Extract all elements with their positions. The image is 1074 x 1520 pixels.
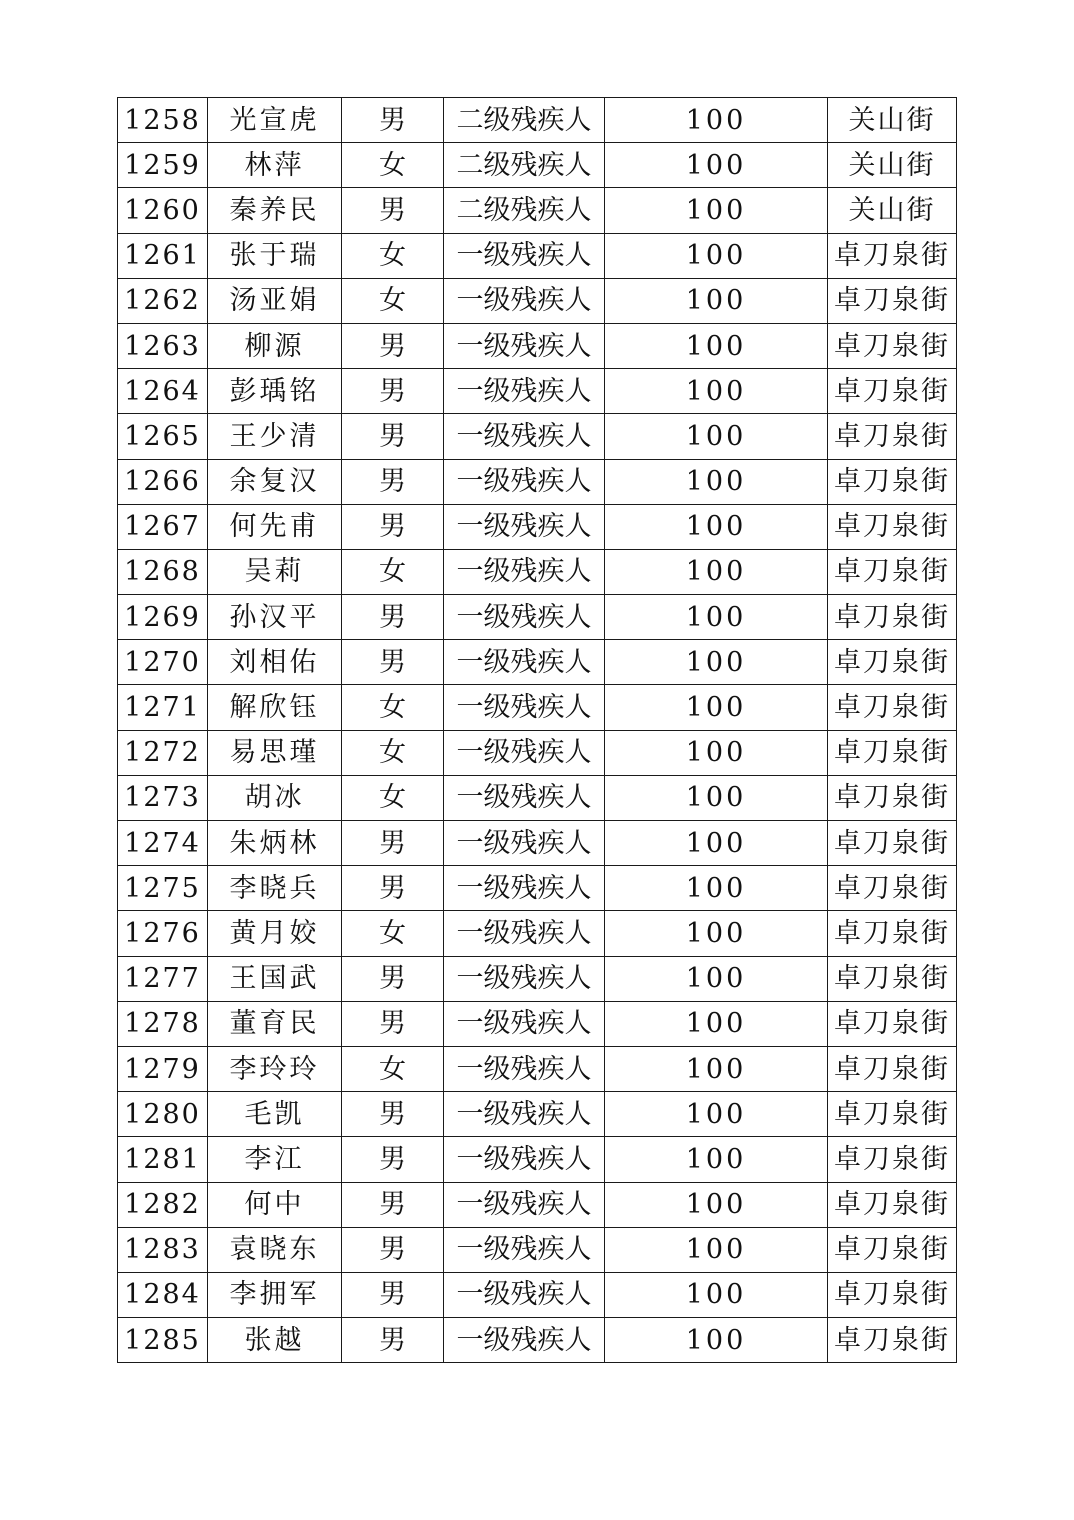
table-row [118, 369, 957, 414]
street-cell: 卓刀泉街 [828, 369, 957, 414]
disability-level-cell: 一级残疾人 [444, 730, 605, 775]
amount-cell: 100 [605, 1272, 828, 1317]
table-row [118, 866, 957, 911]
gender-cell: 男 [342, 1137, 444, 1182]
serial-number-cell: 1263 [118, 323, 208, 368]
gender-cell: 男 [342, 188, 444, 233]
gender-cell: 男 [342, 1318, 444, 1363]
table-row [118, 1137, 957, 1182]
gender-cell: 男 [342, 1001, 444, 1046]
name-cell: 黄月姣 [208, 911, 342, 956]
disability-level-cell: 一级残疾人 [444, 1318, 605, 1363]
table-row [118, 504, 957, 549]
disability-level-cell: 一级残疾人 [444, 1046, 605, 1091]
street-cell: 卓刀泉街 [828, 1001, 957, 1046]
amount-cell: 100 [605, 323, 828, 368]
street-cell: 卓刀泉街 [828, 1137, 957, 1182]
name-cell: 袁晓东 [208, 1227, 342, 1272]
gender-cell: 女 [342, 1046, 444, 1091]
table-row [118, 414, 957, 459]
gender-cell: 男 [342, 956, 444, 1001]
street-cell: 卓刀泉街 [828, 730, 957, 775]
amount-cell: 100 [605, 1001, 828, 1046]
disability-level-cell: 一级残疾人 [444, 369, 605, 414]
gender-cell: 女 [342, 549, 444, 594]
gender-cell: 男 [342, 323, 444, 368]
name-cell: 秦养民 [208, 188, 342, 233]
disability-level-cell: 二级残疾人 [444, 98, 605, 143]
serial-number-cell: 1271 [118, 685, 208, 730]
amount-cell: 100 [605, 549, 828, 594]
serial-number-cell: 1265 [118, 414, 208, 459]
name-cell: 彭瑀铭 [208, 369, 342, 414]
gender-cell: 女 [342, 775, 444, 820]
amount-cell: 100 [605, 730, 828, 775]
name-cell: 李拥军 [208, 1272, 342, 1317]
name-cell: 李晓兵 [208, 866, 342, 911]
street-cell: 卓刀泉街 [828, 821, 957, 866]
amount-cell: 100 [605, 911, 828, 956]
disability-level-cell: 一级残疾人 [444, 1001, 605, 1046]
street-cell: 卓刀泉街 [828, 549, 957, 594]
table-row [118, 549, 957, 594]
disability-level-cell: 一级残疾人 [444, 1182, 605, 1227]
street-cell: 关山街 [828, 143, 957, 188]
amount-cell: 100 [605, 278, 828, 323]
street-cell: 卓刀泉街 [828, 775, 957, 820]
table-row [118, 233, 957, 278]
disability-level-cell: 一级残疾人 [444, 278, 605, 323]
amount-cell: 100 [605, 775, 828, 820]
serial-number-cell: 1259 [118, 143, 208, 188]
gender-cell: 男 [342, 369, 444, 414]
street-cell: 卓刀泉街 [828, 1182, 957, 1227]
gender-cell: 女 [342, 278, 444, 323]
disability-level-cell: 二级残疾人 [444, 188, 605, 233]
gender-cell: 女 [342, 730, 444, 775]
street-cell: 卓刀泉街 [828, 1318, 957, 1363]
disability-level-cell: 一级残疾人 [444, 1227, 605, 1272]
street-cell: 卓刀泉街 [828, 504, 957, 549]
name-cell: 董育民 [208, 1001, 342, 1046]
table-row [118, 1227, 957, 1272]
serial-number-cell: 1273 [118, 775, 208, 820]
table-row [118, 1182, 957, 1227]
street-cell: 卓刀泉街 [828, 278, 957, 323]
disability-level-cell: 一级残疾人 [444, 1137, 605, 1182]
table-row [118, 1046, 957, 1091]
amount-cell: 100 [605, 98, 828, 143]
table-row [118, 595, 957, 640]
table-row [118, 98, 957, 143]
amount-cell: 100 [605, 640, 828, 685]
street-cell: 卓刀泉街 [828, 1092, 957, 1137]
serial-number-cell: 1283 [118, 1227, 208, 1272]
serial-number-cell: 1270 [118, 640, 208, 685]
amount-cell: 100 [605, 1046, 828, 1091]
serial-number-cell: 1266 [118, 459, 208, 504]
serial-number-cell: 1272 [118, 730, 208, 775]
table-row [118, 1092, 957, 1137]
table-row [118, 730, 957, 775]
disability-level-cell: 一级残疾人 [444, 685, 605, 730]
disability-level-cell: 一级残疾人 [444, 821, 605, 866]
disability-level-cell: 一级残疾人 [444, 911, 605, 956]
street-cell: 卓刀泉街 [828, 323, 957, 368]
table-row [118, 911, 957, 956]
name-cell: 何中 [208, 1182, 342, 1227]
amount-cell: 100 [605, 459, 828, 504]
gender-cell: 男 [342, 1092, 444, 1137]
table-row [118, 323, 957, 368]
serial-number-cell: 1275 [118, 866, 208, 911]
table-row [118, 278, 957, 323]
street-cell: 卓刀泉街 [828, 595, 957, 640]
disability-level-cell: 一级残疾人 [444, 866, 605, 911]
serial-number-cell: 1261 [118, 233, 208, 278]
amount-cell: 100 [605, 1137, 828, 1182]
gender-cell: 男 [342, 1227, 444, 1272]
amount-cell: 100 [605, 1318, 828, 1363]
serial-number-cell: 1285 [118, 1318, 208, 1363]
disability-level-cell: 一级残疾人 [444, 414, 605, 459]
street-cell: 卓刀泉街 [828, 640, 957, 685]
name-cell: 毛凯 [208, 1092, 342, 1137]
name-cell: 汤亚娟 [208, 278, 342, 323]
amount-cell: 100 [605, 956, 828, 1001]
street-cell: 卓刀泉街 [828, 414, 957, 459]
table-row [118, 459, 957, 504]
amount-cell: 100 [605, 1227, 828, 1272]
serial-number-cell: 1268 [118, 549, 208, 594]
name-cell: 林萍 [208, 143, 342, 188]
disability-level-cell: 一级残疾人 [444, 549, 605, 594]
street-cell: 卓刀泉街 [828, 1272, 957, 1317]
street-cell: 卓刀泉街 [828, 1227, 957, 1272]
serial-number-cell: 1262 [118, 278, 208, 323]
disability-level-cell: 一级残疾人 [444, 595, 605, 640]
gender-cell: 女 [342, 911, 444, 956]
disability-level-cell: 一级残疾人 [444, 775, 605, 820]
name-cell: 朱炳林 [208, 821, 342, 866]
serial-number-cell: 1284 [118, 1272, 208, 1317]
serial-number-cell: 1282 [118, 1182, 208, 1227]
serial-number-cell: 1278 [118, 1001, 208, 1046]
street-cell: 关山街 [828, 188, 957, 233]
disability-level-cell: 二级残疾人 [444, 143, 605, 188]
serial-number-cell: 1274 [118, 821, 208, 866]
name-cell: 孙汉平 [208, 595, 342, 640]
roster-table-body [118, 98, 957, 1363]
gender-cell: 男 [342, 1272, 444, 1317]
name-cell: 李江 [208, 1137, 342, 1182]
name-cell: 余复汉 [208, 459, 342, 504]
serial-number-cell: 1277 [118, 956, 208, 1001]
name-cell: 光宣虎 [208, 98, 342, 143]
table-row [118, 956, 957, 1001]
name-cell: 胡冰 [208, 775, 342, 820]
name-cell: 王少清 [208, 414, 342, 459]
table-row [118, 1001, 957, 1046]
amount-cell: 100 [605, 1092, 828, 1137]
name-cell: 王国武 [208, 956, 342, 1001]
table-row [118, 640, 957, 685]
amount-cell: 100 [605, 143, 828, 188]
name-cell: 张于瑞 [208, 233, 342, 278]
disability-level-cell: 一级残疾人 [444, 640, 605, 685]
disability-level-cell: 一级残疾人 [444, 323, 605, 368]
name-cell: 刘相佑 [208, 640, 342, 685]
street-cell: 卓刀泉街 [828, 1046, 957, 1091]
name-cell: 解欣钰 [208, 685, 342, 730]
serial-number-cell: 1279 [118, 1046, 208, 1091]
name-cell: 何先甫 [208, 504, 342, 549]
amount-cell: 100 [605, 233, 828, 278]
gender-cell: 男 [342, 459, 444, 504]
gender-cell: 男 [342, 866, 444, 911]
name-cell: 易思瑾 [208, 730, 342, 775]
gender-cell: 女 [342, 143, 444, 188]
gender-cell: 男 [342, 414, 444, 459]
serial-number-cell: 1276 [118, 911, 208, 956]
disability-level-cell: 一级残疾人 [444, 504, 605, 549]
amount-cell: 100 [605, 414, 828, 459]
street-cell: 关山街 [828, 98, 957, 143]
serial-number-cell: 1269 [118, 595, 208, 640]
disability-level-cell: 一级残疾人 [444, 956, 605, 1001]
amount-cell: 100 [605, 1182, 828, 1227]
street-cell: 卓刀泉街 [828, 233, 957, 278]
serial-number-cell: 1258 [118, 98, 208, 143]
name-cell: 吴莉 [208, 549, 342, 594]
amount-cell: 100 [605, 685, 828, 730]
roster-table [117, 97, 957, 1363]
name-cell: 张越 [208, 1318, 342, 1363]
table-row [118, 821, 957, 866]
street-cell: 卓刀泉街 [828, 685, 957, 730]
name-cell: 柳源 [208, 323, 342, 368]
table-row [118, 188, 957, 233]
disability-level-cell: 一级残疾人 [444, 1092, 605, 1137]
serial-number-cell: 1267 [118, 504, 208, 549]
street-cell: 卓刀泉街 [828, 459, 957, 504]
gender-cell: 男 [342, 595, 444, 640]
gender-cell: 男 [342, 1182, 444, 1227]
serial-number-cell: 1260 [118, 188, 208, 233]
street-cell: 卓刀泉街 [828, 956, 957, 1001]
gender-cell: 女 [342, 233, 444, 278]
table-row [118, 1318, 957, 1363]
street-cell: 卓刀泉街 [828, 911, 957, 956]
amount-cell: 100 [605, 504, 828, 549]
gender-cell: 男 [342, 821, 444, 866]
amount-cell: 100 [605, 595, 828, 640]
disability-level-cell: 一级残疾人 [444, 1272, 605, 1317]
table-row [118, 775, 957, 820]
gender-cell: 男 [342, 98, 444, 143]
gender-cell: 男 [342, 640, 444, 685]
disability-level-cell: 一级残疾人 [444, 459, 605, 504]
gender-cell: 男 [342, 504, 444, 549]
table-row [118, 1272, 957, 1317]
amount-cell: 100 [605, 188, 828, 233]
name-cell: 李玲玲 [208, 1046, 342, 1091]
serial-number-cell: 1281 [118, 1137, 208, 1182]
street-cell: 卓刀泉街 [828, 866, 957, 911]
amount-cell: 100 [605, 821, 828, 866]
table-row [118, 685, 957, 730]
table-row [118, 143, 957, 188]
gender-cell: 女 [342, 685, 444, 730]
amount-cell: 100 [605, 369, 828, 414]
disability-level-cell: 一级残疾人 [444, 233, 605, 278]
serial-number-cell: 1280 [118, 1092, 208, 1137]
amount-cell: 100 [605, 866, 828, 911]
serial-number-cell: 1264 [118, 369, 208, 414]
